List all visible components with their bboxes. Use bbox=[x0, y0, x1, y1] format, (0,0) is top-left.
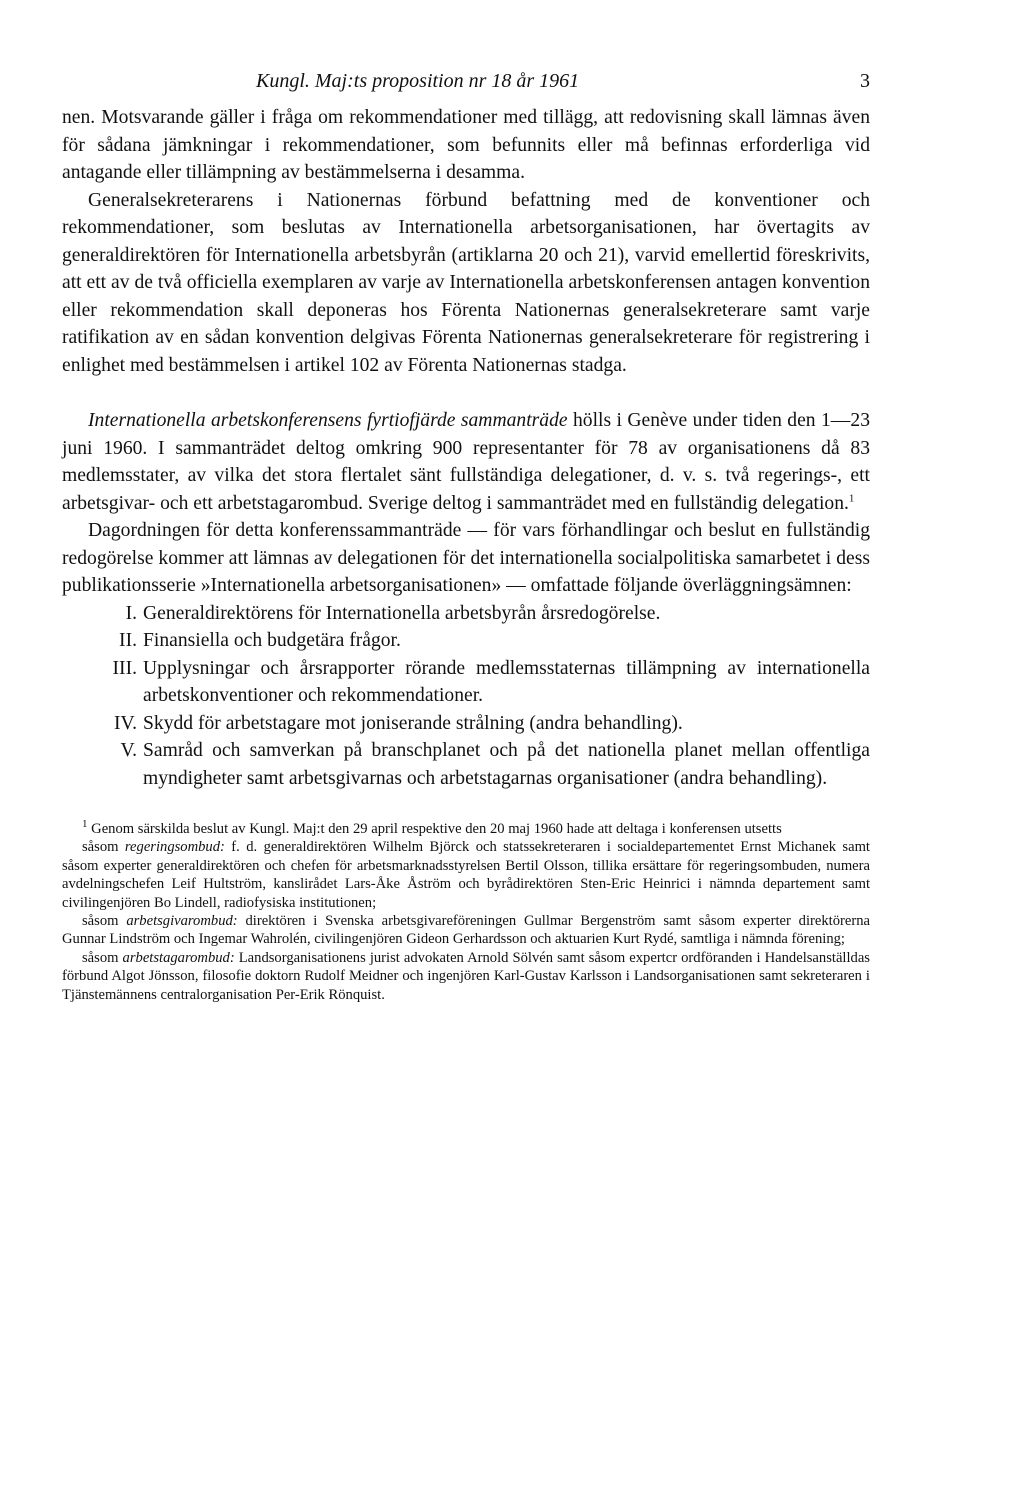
footnote-prefix: såsom bbox=[82, 839, 125, 856]
page-number: 3 bbox=[860, 70, 870, 92]
paragraph-continuation: nen. Motsvarande gäller i fråga om rekommendationer med tillägg, att redovisning skall lämnas även för sådana jämkningar i rekommendationer, som befunnits eller må befinnas erforderliga vid antagande eller tillämpning av bestämmelserna i desamma. bbox=[62, 107, 870, 183]
footnote-prefix: såsom bbox=[82, 949, 123, 966]
agenda-item-number: I. bbox=[125, 602, 137, 624]
footnotes bbox=[62, 820, 870, 1004]
agenda-item-number: III. bbox=[112, 657, 137, 679]
agenda-item bbox=[62, 737, 870, 792]
header-title: Kungl. Maj:ts proposition nr 18 år 1961 bbox=[256, 70, 580, 92]
conference-description: hölls i Genève under tiden den 1—23 juni 1960. I sammanträdet deltog omkring 900 representanter för 78 av organisationens då 83 medlemsstater, av vilka det stora flertalet sänt fullständiga delegationer, d. v. s. två regerings-, ett arbetsgivar- och ett arbetstagarombud. Sverige deltog i sammanträdet med en fullständig delegation. bbox=[62, 410, 870, 514]
footnote-government-delegates bbox=[62, 838, 870, 912]
footnote-employer-delegates bbox=[62, 912, 870, 949]
paragraph-conference-session bbox=[62, 407, 870, 517]
footnote-label-government: regeringsombud: bbox=[124, 839, 225, 856]
footnote-label-worker: arbetstagarombud: bbox=[122, 949, 235, 966]
agenda-item bbox=[62, 655, 870, 710]
agenda-item bbox=[62, 627, 870, 655]
agenda-item-number: V. bbox=[120, 740, 137, 761]
conference-title-italic: Internationella arbetskonferensens fyrtiofjärde sammanträde bbox=[88, 410, 568, 431]
footnote-mark: 1 bbox=[82, 818, 88, 831]
agenda-list bbox=[62, 600, 870, 793]
agenda-item-text: Samråd och samverkan på branschplanet och på det nationella planet mellan offentliga myndigheter samt arbetsgivarnas och arbetstagarnas organisationer (andra behandling). bbox=[143, 740, 870, 789]
agenda-item-text: Generaldirektörens för Internationella arbetsbyrån årsredogörelse. bbox=[143, 602, 661, 624]
agenda-item-text: Finansiella och budgetära frågor. bbox=[143, 630, 401, 651]
agenda-item bbox=[62, 710, 870, 738]
paragraph-secretary-general: Generalsekreterarens i Nationernas förbund befattning med de konventioner och rekommendationer, som beslutas av Internationella arbetsorganisationen, har övertagits av generaldirektören för Internationella arbetsbyrån (artiklarna 20 och 21), varvid emellertid föreskrivits, att ett av de två officiella exemplaren av varje av Internationella arbetskonferensen antagen konvention eller rekommendation skall deponeras hos Förenta Nationernas generalsekreterare samt varje ratifikation av en sådan konvention delgivas Förenta Nationernas generalsekreterare för registrering i enlighet med bestämmelsen i artikel 102 av Förenta Nationernas stadga. bbox=[62, 189, 870, 376]
paragraph-agenda-intro: Dagordningen för detta konferenssammanträde — för vars förhandlingar och beslut en fullständig redogörelse kommer att lämnas av delegationen för det internationella socialpolitiska samarbetet i dess publikationsserie »Internationella arbetsorganisationen» — omfattade följande överläggningsämnen: bbox=[62, 520, 870, 596]
footnote-intro-text: Genom särskilda beslut av Kungl. Maj:t den 29 april respektive den 20 maj 1960 hade att deltaga i konferensen utsetts bbox=[87, 821, 782, 837]
footnote-label-employer: arbetsgivarombud: bbox=[126, 913, 238, 930]
footnote-government-text: f. d. generaldirektören Wilhelm Björck och statssekreteraren i socialdepartementet Ernst Michanek samt såsom experter generaldirektören och chefen för arbetsmarknadsstyrelsen Bertil Olsson, tillika ersättare för regeringsombuden, numera avdelningschefen Leif Hultström, kanslirådet Lars-Åke Åström och byrådirektören Sten-Eric Heinrici i nämnda departement samt civilingenjören Bo Lindell, radiofysiska institutionen; bbox=[62, 839, 870, 911]
footnote-employer-text: direktören i Svenska arbetsgivareföreningen Gullmar Bergenström samt såsom experter direktörerna Gunnar Lindström och Ingemar Wahrolén, civilingenjören Gideon Gerhardsson och aktuarien Kurt Rydé, samtliga i nämnda förening; bbox=[62, 913, 870, 948]
agenda-item bbox=[62, 600, 870, 628]
footnote-worker-delegates bbox=[62, 949, 870, 1004]
agenda-item-number: IV. bbox=[113, 712, 137, 734]
agenda-item-text: Skydd för arbetstagare mot joniserande strålning (andra behandling). bbox=[143, 712, 683, 734]
agenda-item-text: Upplysningar och årsrapporter rörande medlemsstaternas tillämpning av internationella arbetskonventioner och rekommendationer. bbox=[143, 657, 870, 706]
footnote-reference: 1 bbox=[848, 491, 855, 504]
footnote-prefix: såsom bbox=[82, 913, 127, 930]
document-page bbox=[62, 70, 870, 1004]
running-header bbox=[62, 70, 870, 104]
footnote-worker-text: Landsorganisationens jurist advokaten Arnold Sölvén samt såsom expertcr ordföranden i Handelsanställdas förbund Algot Jönsson, filosofie doktorn Rudolf Meidner och ingenjören Karl-Gustav Karlsson i Landsorganisationen samt sekreteraren i Tjänstemännens centralorganisation Per-Erik Rönquist. bbox=[62, 949, 870, 1003]
footnote-intro bbox=[62, 820, 870, 838]
agenda-item-number: II. bbox=[119, 630, 137, 651]
